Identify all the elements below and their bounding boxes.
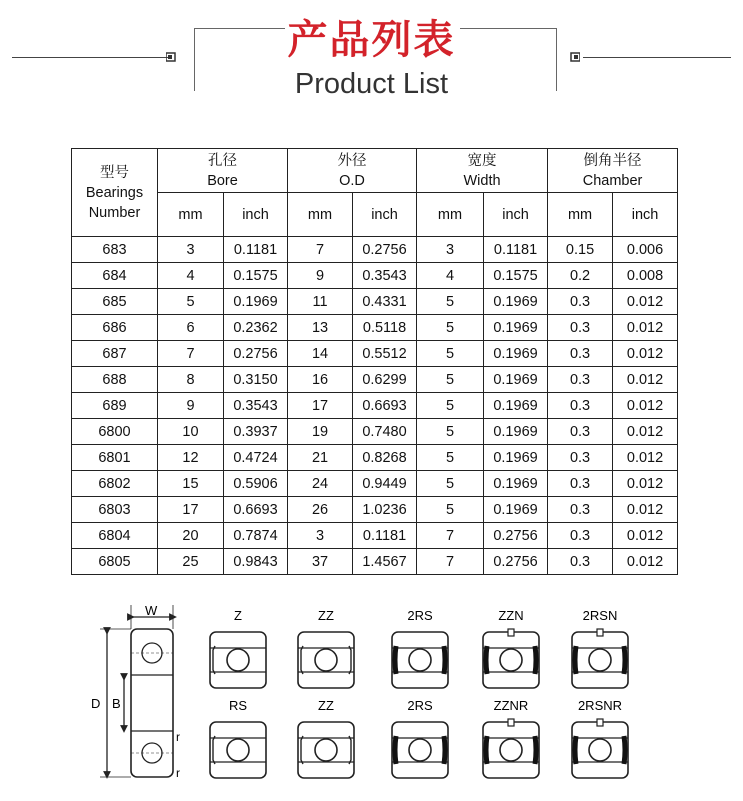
table-cell: 0.1181 [224, 237, 288, 263]
table-cell: 0.3 [548, 289, 613, 315]
table-cell: 1.4567 [353, 549, 417, 575]
table-cell: 3 [288, 523, 353, 549]
table-cell: 0.1181 [484, 237, 548, 263]
page-title-cn: 产品列表 [287, 17, 456, 63]
header-chamber: 倒角半径 Chamber [548, 149, 678, 193]
table-cell: 0.1969 [484, 393, 548, 419]
table-cell: 15 [158, 471, 224, 497]
bearing-type-icon [483, 719, 539, 778]
bearing-type-icon [392, 632, 448, 688]
dim-label-d: D [91, 696, 101, 711]
bearing-type-icon [572, 629, 628, 688]
table-cell: 0.2 [548, 263, 613, 289]
table-cell: 21 [288, 445, 353, 471]
table-cell: 0.2756 [224, 341, 288, 367]
table-cell: 685 [72, 289, 158, 315]
bearing-type-label: 2RSN [582, 608, 618, 623]
table-row [72, 445, 678, 471]
table-cell: 0.1969 [484, 419, 548, 445]
table-cell: 0.9449 [353, 471, 417, 497]
bearing-type-label: RS [228, 698, 248, 713]
table-cell: 5 [417, 497, 484, 523]
table-cell: 683 [72, 237, 158, 263]
table-cell: 0.1969 [484, 289, 548, 315]
table-cell: 0.1969 [224, 289, 288, 315]
table-cell: 0.1181 [353, 523, 417, 549]
table-cell: 5 [417, 341, 484, 367]
page-header [0, 0, 743, 130]
table-row [72, 263, 678, 289]
table-cell: 25 [158, 549, 224, 575]
table-cell: 0.8268 [353, 445, 417, 471]
table-cell: 5 [417, 419, 484, 445]
unit-mm: mm [288, 193, 353, 237]
table-cell: 0.5906 [224, 471, 288, 497]
table-cell: 5 [417, 367, 484, 393]
table-cell: 0.012 [613, 497, 678, 523]
table-cell: 0.7480 [353, 419, 417, 445]
table-cell: 0.3 [548, 341, 613, 367]
bearing-type-label: 2RS [407, 698, 433, 713]
table-cell: 0.3937 [224, 419, 288, 445]
table-cell: 19 [288, 419, 353, 445]
table-row [72, 315, 678, 341]
table-cell: 14 [288, 341, 353, 367]
table-cell: 7 [417, 523, 484, 549]
table-cell: 5 [417, 315, 484, 341]
table-row [72, 523, 678, 549]
table-cell: 10 [158, 419, 224, 445]
table-cell: 7 [158, 341, 224, 367]
bearing-type-label: Z [234, 608, 242, 623]
table-cell: 0.5512 [353, 341, 417, 367]
bearing-type-label: ZZ [318, 698, 334, 713]
page-title-en: Product List [294, 68, 449, 100]
header-od: 外径 O.D [288, 149, 417, 193]
table-cell: 0.006 [613, 237, 678, 263]
bearing-type-icon [210, 632, 266, 688]
table-cell: 26 [288, 497, 353, 523]
unit-mm: mm [548, 193, 613, 237]
table-cell: 0.3 [548, 393, 613, 419]
table-cell: 0.1969 [484, 471, 548, 497]
table-cell: 3 [417, 237, 484, 263]
table-cell: 6800 [72, 419, 158, 445]
table-cell: 16 [288, 367, 353, 393]
table-cell: 37 [288, 549, 353, 575]
table-cell: 0.5118 [353, 315, 417, 341]
table-cell: 0.2756 [484, 523, 548, 549]
table-cell: 5 [417, 471, 484, 497]
table-cell: 0.4331 [353, 289, 417, 315]
bearing-type-icon [298, 632, 354, 688]
table-cell: 0.2756 [484, 549, 548, 575]
table-cell: 0.012 [613, 445, 678, 471]
dim-label-w: W [145, 603, 158, 618]
table-row [72, 341, 678, 367]
table-cell: 0.6693 [353, 393, 417, 419]
dim-label-r: r [176, 730, 180, 744]
table-cell: 11 [288, 289, 353, 315]
dim-label-b: B [112, 696, 121, 711]
table-body [72, 237, 678, 575]
table-cell: 8 [158, 367, 224, 393]
table-cell: 0.3 [548, 419, 613, 445]
bearing-type-icon [572, 719, 628, 778]
table-cell: 684 [72, 263, 158, 289]
table-cell: 0.3543 [224, 393, 288, 419]
table-cell: 0.3 [548, 523, 613, 549]
table-cell: 686 [72, 315, 158, 341]
table-cell: 0.9843 [224, 549, 288, 575]
table-cell: 17 [288, 393, 353, 419]
dimension-drawing [100, 605, 173, 777]
table-cell: 0.3 [548, 549, 613, 575]
table-cell: 5 [158, 289, 224, 315]
table-cell: 0.012 [613, 289, 678, 315]
table-cell: 12 [158, 445, 224, 471]
unit-inch: inch [613, 193, 678, 237]
bearing-type-label: ZZN [498, 608, 524, 623]
table-cell: 6805 [72, 549, 158, 575]
bearing-type-icon [483, 629, 539, 688]
table-row [72, 237, 678, 263]
header-bearing-number: 型号 Bearings Number [72, 149, 158, 237]
unit-inch: inch [484, 193, 548, 237]
unit-inch: inch [224, 193, 288, 237]
table-cell: 0.2756 [353, 237, 417, 263]
table-cell: 0.1969 [484, 445, 548, 471]
table-cell: 0.2362 [224, 315, 288, 341]
table-cell: 0.012 [613, 393, 678, 419]
table-cell: 7 [417, 549, 484, 575]
table-cell: 0.1969 [484, 341, 548, 367]
table-cell: 0.012 [613, 419, 678, 445]
table-cell: 5 [417, 289, 484, 315]
table-cell: 6804 [72, 523, 158, 549]
table-cell: 0.1575 [484, 263, 548, 289]
table-cell: 4 [417, 263, 484, 289]
bearing-type-variants [210, 608, 628, 778]
table-cell: 0.1575 [224, 263, 288, 289]
bearing-type-icon [210, 722, 266, 778]
table-cell: 6803 [72, 497, 158, 523]
bearing-type-label: ZZ [318, 608, 334, 623]
table-cell: 13 [288, 315, 353, 341]
table-cell: 9 [288, 263, 353, 289]
table-cell: 7 [288, 237, 353, 263]
table-row [72, 549, 678, 575]
table-cell: 0.7874 [224, 523, 288, 549]
table-cell: 0.3150 [224, 367, 288, 393]
table-cell: 3 [158, 237, 224, 263]
table-cell: 0.012 [613, 341, 678, 367]
table-cell: 6801 [72, 445, 158, 471]
table-cell: 24 [288, 471, 353, 497]
table-cell: 0.3 [548, 315, 613, 341]
table-cell: 0.6299 [353, 367, 417, 393]
dim-label-r: r [176, 766, 180, 780]
table-cell: 0.012 [613, 549, 678, 575]
table-row [72, 497, 678, 523]
bearing-type-icon [392, 722, 448, 778]
bearing-type-label: 2RS [407, 608, 433, 623]
table-cell: 4 [158, 263, 224, 289]
table-cell: 0.1969 [484, 497, 548, 523]
table-cell: 0.3543 [353, 263, 417, 289]
unit-mm: mm [158, 193, 224, 237]
bearing-spec-table [71, 148, 678, 575]
table-row [72, 393, 678, 419]
table-cell: 0.3 [548, 445, 613, 471]
table-cell: 9 [158, 393, 224, 419]
table-cell: 0.012 [613, 523, 678, 549]
header-bore: 孔径 Bore [158, 149, 288, 193]
unit-inch: inch [353, 193, 417, 237]
table-cell: 6802 [72, 471, 158, 497]
table-cell: 0.012 [613, 367, 678, 393]
table-cell: 0.3 [548, 471, 613, 497]
table-cell: 0.3 [548, 497, 613, 523]
table-cell: 0.15 [548, 237, 613, 263]
table-cell: 0.008 [613, 263, 678, 289]
table-cell: 0.3 [548, 367, 613, 393]
table-cell: 6 [158, 315, 224, 341]
table-cell: 20 [158, 523, 224, 549]
bearing-types-diagram [0, 595, 743, 801]
table-cell: 689 [72, 393, 158, 419]
table-row [72, 471, 678, 497]
header-width: 宽度 Width [417, 149, 548, 193]
table-row [72, 367, 678, 393]
table-row [72, 289, 678, 315]
table-cell: 0.6693 [224, 497, 288, 523]
bearing-type-label: 2RSNR [577, 698, 623, 713]
table-cell: 0.012 [613, 315, 678, 341]
bearing-type-icon [298, 722, 354, 778]
table-cell: 17 [158, 497, 224, 523]
table-cell: 5 [417, 445, 484, 471]
table-cell: 0.4724 [224, 445, 288, 471]
table-cell: 687 [72, 341, 158, 367]
table-row [72, 419, 678, 445]
table-cell: 1.0236 [353, 497, 417, 523]
table-cell: 688 [72, 367, 158, 393]
unit-mm: mm [417, 193, 484, 237]
bearing-type-label: ZZNR [493, 698, 529, 713]
table-cell: 0.012 [613, 471, 678, 497]
table-cell: 5 [417, 393, 484, 419]
table-cell: 0.1969 [484, 367, 548, 393]
table-cell: 0.1969 [484, 315, 548, 341]
